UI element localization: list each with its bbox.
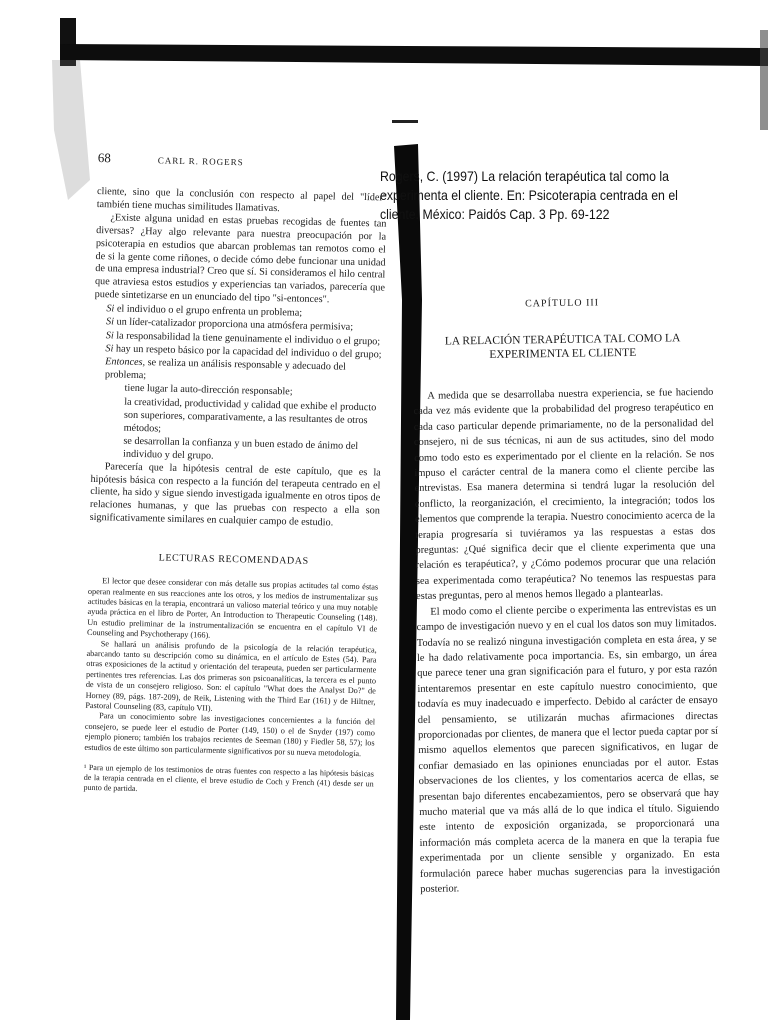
hypothesis-line: Si la responsabilidad la tiene genuinamente el individuo o el grupo;	[105, 329, 381, 348]
paragraph: ¿Existe alguna unidad en estas pruebas recogidas de fuentes tan diversas? ¿Hay algo relevante para nuestra preocupación por la psicoterapia en estudios que abarcan problemas tan remotos como el de si la gente come riñones, o decide cómo debe funcionar una unidad de una empresa industrial? Creo que sí. Si consideramos el hilo central que atraviesa estos estudios y experiencias tan variados, parecería que puede sintetizarse en un enunciado del tipo "si-entonces".	[94, 212, 387, 306]
hypothesis-list	[91, 302, 385, 467]
gutter-tick	[392, 120, 418, 123]
consequence-line: la creatividad, productividad y calidad que exhibe el producto son superiores, comparativamente, a las resultantes de otros métodos;	[123, 396, 377, 435]
right-page	[412, 296, 721, 920]
right-edge-shadow	[760, 30, 768, 130]
readings-title: LECTURAS RECOMENDADAS	[158, 552, 309, 568]
footnote: ¹ Para un ejemplo de los testimonios de otras fuentes con respecto a las hipótesis básicas de la terapia centrada en el cliente, el breve estudio de Coch y French (41) desde ser un punto de partida.	[83, 762, 375, 794]
citation-annotation: Rogers, C. (1997) La relación terapéutica tal como la experimenta el cliente. En: Psicoterapia centrada en el cliente. México: Paidós Cap. 3 Pp. 69-122	[380, 168, 678, 222]
consequence-line: tiene lugar la auto-dirección responsable;	[124, 383, 293, 398]
left-page	[81, 150, 388, 916]
paragraph: A medida que se desarrollaba nuestra experiencia, se fue haciendo cada vez más evidente que la probabilidad del progreso terapéutico en cada caso particular depende primariamente, no de la personalidad del consejero, ni de sus técnicas, ni aun de sus actitudes, sino del modo como todo esto es experimentado por el cliente en la relación. Se nos impuso el carácter central de la manera como el cliente percibe las entrevistas. Esa manera determina si tendrá lugar la resolución del conflicto, la reorganización, el crecimiento, la integración; todos los elementos que comprende la terapia. Nuestro conocimiento acerca de la terapia progresaría si tuviéramos ya las respuestas a estas dos preguntas: ¿Qué significa decir que el cliente experimenta que una relación es terapéutica?, y ¿Cómo podemos procurar que una relación sea experimentada como terapéutica? No tenemos las respuestas para estas preguntas, pero al menos hemos llegado a plantearlas.	[413, 386, 716, 603]
reading-paragraph: Para un conocimiento sobre las investigaciones concernientes a la función del consejero, se puede leer el estudio de Porter (149, 150) o el de Snyder (197) como ejemplo pionero; también los trabajos recientes de Seeman (180) y Fiedler 58, 57); los estudios de este último son particularmente significativos por su nueva metodología.	[84, 711, 376, 758]
hypothesis-line: Si un líder-catalizador proporciona una atmósfera permisiva;	[105, 316, 354, 334]
chapter-label: CAPÍTULO III	[525, 297, 600, 310]
top-scan-bar	[60, 44, 768, 66]
page-number: 68	[97, 150, 111, 166]
reading-paragraph: El lector que desee considerar con más detalle sus propias actitudes tal como éstas operan realmente en sus reacciones ante los otros, y los medios de instrumentalizar sus actitudes básicas en la terapia, encontrará un valioso material teórico y una muy notable ayuda práctica en el libro de Porter, An Introduction to Therapeutic Counseling (148). Un estudio preliminar de la instrumentalización se encuentra en el capítulo VI de Counseling and Psychotherapy (166).	[86, 576, 379, 640]
left-edge-shadow	[52, 60, 90, 200]
hypothesis-line: Entonces, se realiza un análisis responsable y adecuado del problema;	[104, 356, 346, 382]
consequence-line: se desarrollan la confianza y un buen estado de ánimo del individuo y del grupo.	[122, 435, 359, 463]
running-head: CARL R. ROGERS	[157, 155, 244, 168]
paragraph: El modo como el cliente percibe o experimenta las entrevistas es un campo de investigación nuevo y en el cual los datos son muy limitados. Todavía no se realizó ninguna investigación completa en esta área, y se le ha dado relativamente poca importancia. Es, sin embargo, un área que parece tener una gran significación para el futuro, y por esta razón intentaremos presentar en este capítulo nuestro conocimiento, que todavía es muy inadecuado e imperfecto. Debido al carácter de ensayo del pensamiento, se utilizarán muchas afirmaciones directas proporcionadas por clientes, de manera que el lector pueda captar por sí mismo aquellos elementos que parecen significativos, en lugar de confiar demasiado en las opiniones enunciadas por el autor. Estas observaciones de los clientes, y los comentarios acerca de ellas, se presentan bajo diferentes encabezamientos, pero se observará que hay mucho material que va más allá de lo que indica el título. Siguiendo este intento de exposición organizada, se proporcionará una información más completa acerca de la manera en que la terapia fue experimentada por un cliente sensible y organizado. En esta formulación parece haber muchas sugerencias para la investigación posterior.	[416, 602, 721, 895]
reading-paragraph: Se hallará un análisis profundo de la psicología de la relación terapéutica, abarcando tanto su descripción como su dinámica, en el artículo de Estes (54). Para otras exposiciones de la actitud y orientación del terapeuta, pueden ser particularmente pertinentes tres referencias. Las dos primeras son psicoanalíticas, la tercera es el punto de vista de un consejero religioso. Son: el capítulo "What does the Analyst Do?" de Horney (89, págs. 187-209), de Reik, Listening with the Third Ear (161) y de Hiltner, Pastoral Counseling (83, capítulo VII).	[85, 638, 377, 713]
paragraph: Parecería que la hipótesis central de este capítulo, que es la hipótesis básica con respecto a la función del terapeuta centrado en el cliente, ha sido y sigue siendo investigada igualmente en otros tipos de relaciones humanas, y que las pruebas con respecto a ella son significativamente similares en cualquier campo de estudio.	[89, 460, 381, 529]
chapter-title: LA RELACIÓN TERAPÉUTICA TAL COMO LA EXPERIMENTA EL CLIENTE	[444, 332, 681, 361]
hypothesis-line: Si el individuo o el grupo enfrenta un problema;	[106, 303, 303, 319]
paragraph: cliente, sino que la conclusión con respecto al papel del "líder" también tiene muchas similitudes llamativas.	[96, 185, 388, 215]
hypothesis-line: Si hay un respeto básico por la capacidad del individuo o del grupo;	[105, 342, 382, 361]
